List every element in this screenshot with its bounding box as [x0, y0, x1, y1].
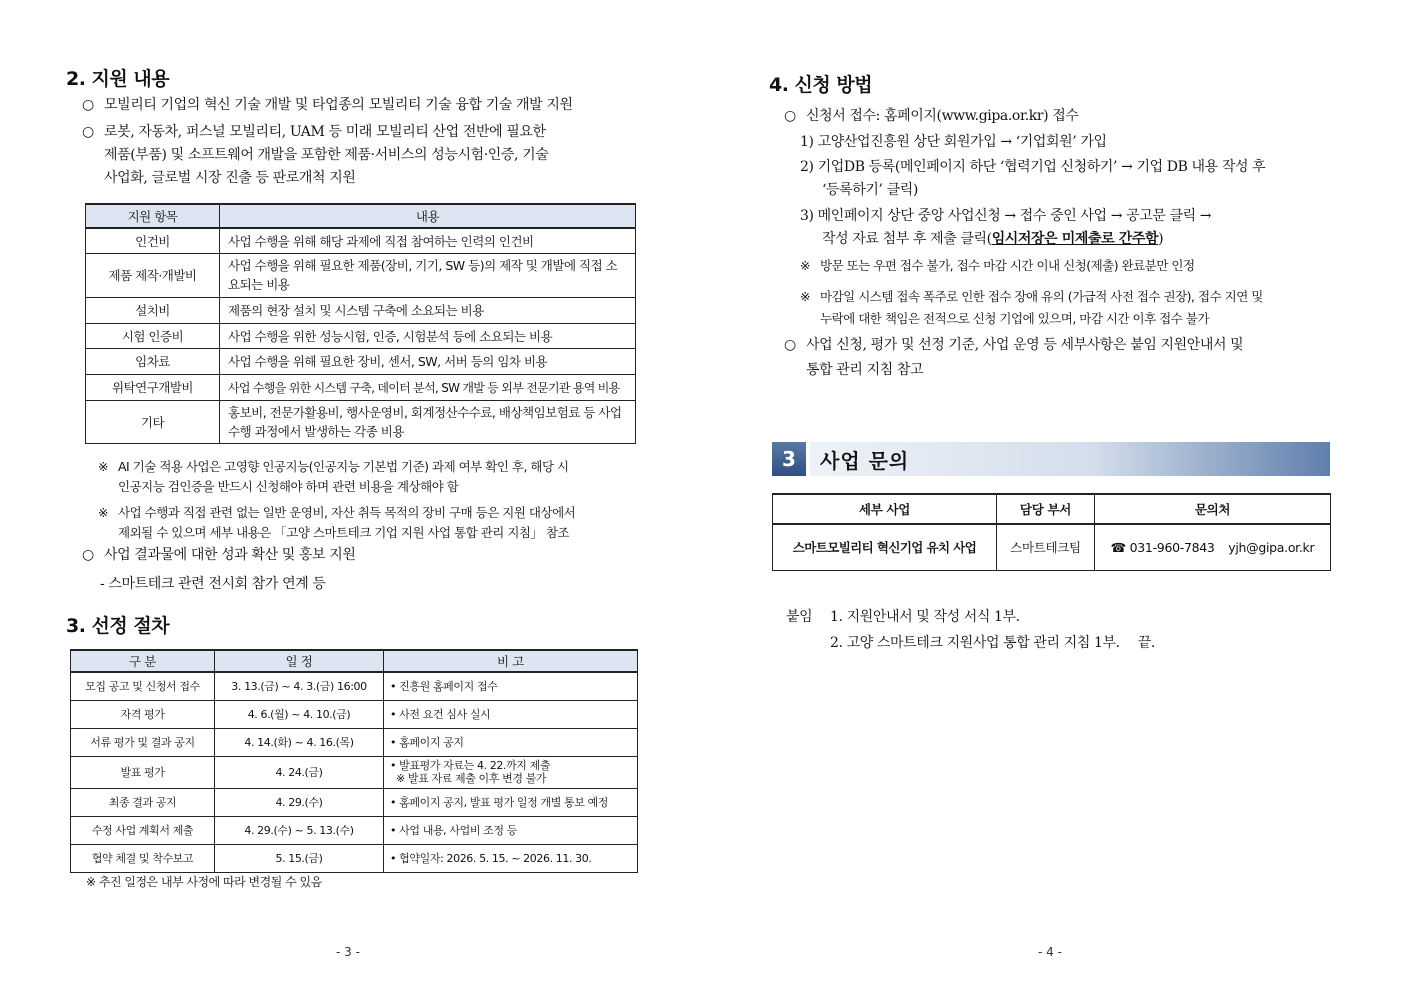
table-header: 담당 부서	[997, 494, 1095, 524]
step-cell: 서류 평가 및 결과 공지	[71, 728, 215, 756]
reference-mark-icon: ※	[98, 505, 108, 520]
support-bullet-2-line: 제품(부품) 및 소프트웨어 개발을 포함한 제품·서비스의 성능시험·인증, 기술	[104, 147, 549, 163]
table-row	[86, 348, 636, 374]
item-cell: 인건비	[86, 228, 220, 253]
date-cell: 5. 15.(금)	[215, 844, 384, 872]
deadline-note-line: 누락에 대한 책임은 전적으로 신청 기업에 있으며, 마감 시간 이후 접수 불가	[820, 311, 1209, 326]
item-cell: 설치비	[86, 297, 220, 323]
section-banner-title: 사업 문의	[810, 442, 1330, 476]
section-banner	[772, 442, 1330, 476]
ai-note-line: 인공지능 검인증을 반드시 신청해야 하며 관련 비용을 계상해야 함	[118, 479, 459, 494]
table-header: 지원 항목	[86, 204, 220, 228]
content-cell: 사업 수행을 위해 필요한 제품(장비, 기기, SW 등)의 제작 및 개발에 직접 소요되는 비용	[220, 253, 636, 297]
remark-cell: • 사전 요건 심사 실시	[384, 700, 638, 728]
remark-line: • 발표평가 자료는 4. 22.까지 제출	[390, 759, 551, 772]
section-2-title: 2. 지원 내용	[66, 68, 170, 90]
end-mark: 끝.	[1137, 635, 1155, 651]
remark-cell	[384, 756, 638, 788]
visit-note-text: 방문 또는 우편 접수 불가, 접수 마감 시간 이내 신청(제출) 완료분만 인정	[820, 258, 1195, 273]
table-row	[86, 374, 636, 400]
date-cell: 4. 29.(수) ~ 5. 13.(수)	[215, 816, 384, 844]
table-row	[71, 728, 638, 756]
reference-mark-icon: ※	[800, 289, 810, 304]
date-cell: 4. 6.(월) ~ 4. 10.(금)	[215, 700, 384, 728]
reference-mark-icon: ※	[800, 258, 810, 273]
program-cell: 스마트모빌리티 혁신기업 유치 사업	[773, 524, 997, 570]
step-cell: 자격 평가	[71, 700, 215, 728]
support-bullet-1	[82, 94, 642, 117]
step-cell: 최종 결과 공지	[71, 788, 215, 816]
exclusion-note	[98, 503, 643, 543]
date-cell: 4. 24.(금)	[215, 756, 384, 788]
apply-bullet-1	[784, 105, 1344, 128]
table-row	[71, 672, 638, 700]
item-cell: 시험 인증비	[86, 323, 220, 348]
remark-cell: • 협약일자: 2026. 5. 15. ~ 2026. 11. 30.	[384, 844, 638, 872]
apply-step-3-line: 3) 메인페이지 상단 중앙 사업신청 → 접수 중인 사업 → 공고문 클릭 →	[800, 208, 1212, 224]
reference-mark-icon: ※	[98, 459, 108, 474]
content-cell: 사업 수행을 위한 시스템 구축, 데이터 분석, SW 개발 등 외부 전문기관 용역 비용	[220, 374, 636, 400]
remark-cell: • 홈페이지 공지, 발표 평가 일정 개별 통보 예정	[384, 788, 638, 816]
phone-number: 031-960-7843	[1129, 539, 1215, 555]
support-bullet-3-text: 사업 결과물에 대한 성과 확산 및 홍보 지원	[104, 547, 356, 563]
ai-note-line: AI 기술 적용 사업은 고영향 인공지능(인공지능 기본법 기준) 과제 여부 확인 후, 해당 시	[118, 459, 569, 474]
content-cell: 사업 수행을 위해 해당 과제에 직접 참여하는 인력의 인건비	[220, 228, 636, 253]
item-cell: 임차료	[86, 348, 220, 374]
section-4-title: 4. 신청 방법	[769, 74, 873, 96]
content-cell: 제품의 현장 설치 및 시스템 구축에 소요되는 비용	[220, 297, 636, 323]
phone-icon: ☎	[1110, 539, 1126, 555]
support-bullet-1-text: 모빌리티 기업의 혁신 기술 개발 및 타업종의 모빌리티 기술 융합 기술 개발 지원	[104, 97, 573, 113]
apply-step-3	[800, 205, 1345, 251]
table-header: 구 분	[71, 650, 215, 672]
content-cell: 홍보비, 전문가활용비, 행사운영비, 회계정산수수료, 배상책임보험료 등 사업 수행 과정에서 발생하는 각종 비용	[220, 400, 636, 443]
circle-bullet-icon: ○	[784, 108, 796, 124]
date-cell: 4. 14.(화) ~ 4. 16.(목)	[215, 728, 384, 756]
circle-bullet-icon: ○	[784, 337, 796, 353]
attachment-2-text: 2. 고양 스마트테크 지원사업 통합 관리 지침 1부.	[830, 635, 1120, 651]
page-right	[700, 0, 1403, 992]
apply-bullet-2-line: 사업 신청, 평가 및 선정 기준, 사업 운영 등 세부사항은 붙임 지원안내서 및	[806, 337, 1244, 353]
deadline-note	[800, 286, 1345, 330]
page-number: - 4 -	[1038, 945, 1062, 959]
section-number: 3	[772, 442, 806, 476]
visit-note	[800, 256, 1345, 276]
table-row	[86, 323, 636, 348]
item-cell: 기타	[86, 400, 220, 443]
support-bullet-2-line: 사업화, 글로벌 시장 진출 등 판로개척 지원	[104, 170, 356, 186]
temp-save-warning: 임시저장은 미제출로 간주함	[991, 231, 1159, 247]
attachment-1: 1. 지원안내서 및 작성 서식 1부.	[830, 609, 1020, 625]
apply-step-1: 1) 고양산업진흥원 상단 회원가입 → ‘기업회원’ 가입	[800, 134, 1107, 150]
table-header: 문의처	[1095, 494, 1331, 524]
table-header: 일 정	[215, 650, 384, 672]
item-cell: 제품 제작·개발비	[86, 253, 220, 297]
apply-bullet-2-line: 통합 관리 지침 참고	[806, 362, 924, 378]
remark-line: ※ 발표 자료 제출 이후 변경 불가	[396, 772, 547, 785]
table-row	[773, 524, 1331, 570]
apply-step-3-text: )	[1158, 231, 1164, 247]
table-row	[71, 756, 638, 788]
contact-table	[772, 493, 1331, 571]
step-cell: 수정 사업 계획서 제출	[71, 816, 215, 844]
table-row	[71, 844, 638, 872]
apply-bullet-1-text: 신청서 접수: 홈페이지(www.gipa.or.kr) 접수	[806, 108, 1079, 124]
remark-cell: • 진흥원 홈페이지 접수	[384, 672, 638, 700]
circle-bullet-icon: ○	[82, 547, 94, 563]
support-bullet-3	[82, 544, 642, 567]
support-bullet-2-line: 로봇, 자동차, 퍼스널 모빌리티, UAM 등 미래 모빌리티 산업 전반에 필요한	[104, 124, 546, 140]
table-row	[71, 816, 638, 844]
step-cell: 협약 체결 및 착수보고	[71, 844, 215, 872]
deadline-note-line: 마감일 시스템 접속 폭주로 인한 접수 장애 유의 (가급적 사전 접수 권장), 접수 지연 및	[820, 289, 1263, 304]
circle-bullet-icon: ○	[82, 124, 94, 140]
table-row	[86, 228, 636, 253]
apply-bullet-2	[784, 333, 1344, 383]
exclusion-note-line: 제외될 수 있으며 세부 내용은 「고양 스마트테크 기업 지원 사업 통합 관리 지침」 참조	[118, 525, 570, 540]
date-cell: 3. 13.(금) ~ 4. 3.(금) 16:00	[215, 672, 384, 700]
date-cell: 4. 29.(수)	[215, 788, 384, 816]
support-items-table	[85, 203, 636, 444]
page-left	[0, 0, 700, 992]
ai-note	[98, 457, 643, 497]
apply-step-3-text: 작성 자료 첨부 후 제출 클릭(	[822, 231, 992, 247]
table-row	[86, 253, 636, 297]
circle-bullet-icon: ○	[82, 97, 94, 113]
support-sub-item: - 스마트테크 관련 전시회 참가 연계 등	[100, 576, 326, 592]
step-cell: 발표 평가	[71, 756, 215, 788]
attachment-2	[830, 632, 1155, 655]
table-row	[86, 297, 636, 323]
selection-schedule-table	[70, 649, 638, 873]
remark-cell: • 홈페이지 공지	[384, 728, 638, 756]
contact-cell	[1095, 524, 1331, 570]
exclusion-note-line: 사업 수행과 직접 관련 없는 일반 운영비, 자산 취득 목적의 장비 구매 등은 지원 대상에서	[118, 505, 576, 520]
dept-cell: 스마트테크팀	[997, 524, 1095, 570]
content-cell: 사업 수행을 위해 필요한 장비, 센서, SW, 서버 등의 임차 비용	[220, 348, 636, 374]
support-bullet-2	[82, 121, 642, 190]
table-row	[71, 700, 638, 728]
apply-step-2	[800, 156, 1345, 202]
apply-step-2-line: ‘등록하기’ 클릭)	[822, 182, 918, 198]
step-cell: 모집 공고 및 신청서 접수	[71, 672, 215, 700]
table-header: 비 고	[384, 650, 638, 672]
table-row	[71, 788, 638, 816]
remark-cell: • 사업 내용, 사업비 조정 등	[384, 816, 638, 844]
table-row	[86, 400, 636, 443]
apply-step-3-line	[800, 228, 1345, 251]
page-number: - 3 -	[336, 945, 360, 959]
apply-step-2-line: 2) 기업DB 등록(메인페이지 하단 ‘협력기업 신청하기’ → 기업 DB 내용 작성 후	[800, 159, 1266, 175]
table-header: 내용	[220, 204, 636, 228]
schedule-footnote: ※ 추진 일정은 내부 사정에 따라 변경될 수 있음	[86, 875, 322, 889]
section-3-title: 3. 선정 절차	[66, 615, 170, 637]
attachment-label: 붙임	[786, 609, 813, 625]
item-cell: 위탁연구개발비	[86, 374, 220, 400]
table-header: 세부 사업	[773, 494, 997, 524]
content-cell: 사업 수행을 위한 성능시험, 인증, 시험분석 등에 소요되는 비용	[220, 323, 636, 348]
email-address: yjh@gipa.or.kr	[1228, 539, 1315, 555]
